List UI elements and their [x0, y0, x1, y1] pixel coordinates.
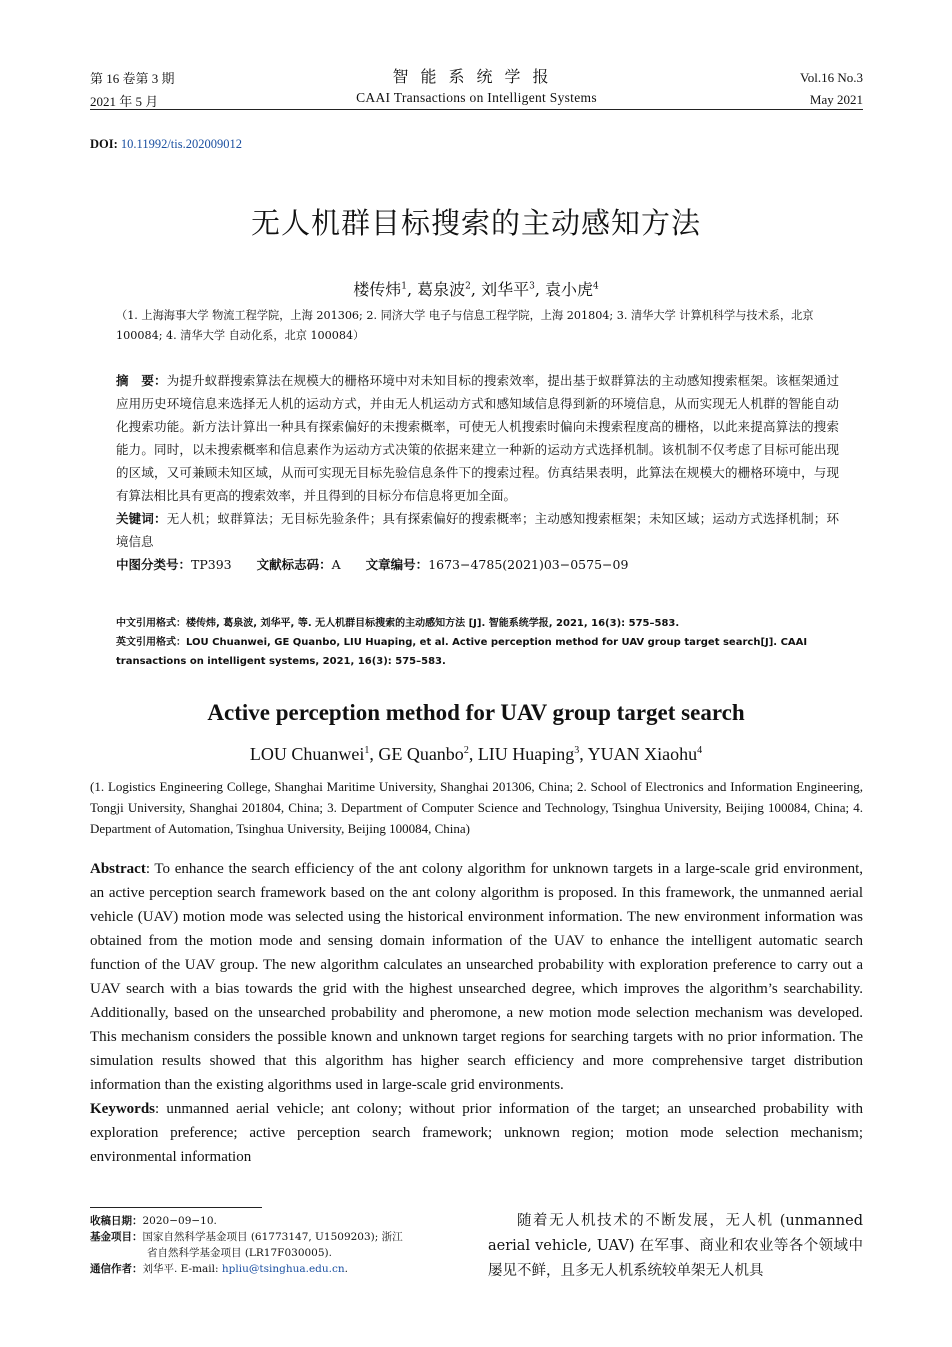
journal-name-en: CAAI Transactions on Intelligent Systems	[356, 90, 597, 105]
author-name: YUAN Xiaohu	[587, 744, 698, 764]
received-label: 收稿日期：	[90, 1215, 143, 1227]
authors-en: LOU Chuanwei$^1$, GE Quanbo$^2$, LIU Huaping$^3$, YUAN Xiaohu$^4$	[249, 744, 703, 764]
email-end: .	[344, 1263, 348, 1275]
corr-value: 刘华平. E-mail:	[142, 1263, 222, 1275]
title-zh: 无人机群目标搜索的主动感知方法	[250, 206, 701, 240]
author-affil-marker: 4	[697, 745, 703, 756]
doi: DOI: 10.11992/tis.202009012	[90, 137, 242, 151]
doi-label: DOI	[90, 137, 114, 151]
abstract-en-text: : To enhance the search efficiency of the ant colony algorithm for unknown targets in a large-scale grid environment, an active perception search framework based on the ant colony algorithm is proposed. In this framework, the unmanned aerial vehicle (UAV) motion mode was selected using the historical environment information. The new environment information was obtained from the motion mode and sensing domain information of the UAV to enhance the intelligent automatic search function of the UAV group. The new algorithm calculates an unsearched probability with exploration preference to carry out a UAV search with a bias towards the grid with the highest unsearched degree, which improves the algorithm’s searchability. Additionally, based on the unsearched probability and pheromone, a new motion mode selection mechanism was developed. This mechanism considers the possible known and unknown target regions for searching targets with no prior information. The simulation results showed that this algorithm has higher search efficiency and more comprehensive target distribution information than the existing algorithms used in large-scale grid environments.	[90, 861, 863, 1093]
author-name: 袁小虎	[545, 280, 594, 299]
clc-label: 中图分类号：	[116, 557, 192, 572]
doc-code-value: A	[331, 557, 341, 572]
footnotes	[90, 1213, 465, 1277]
affiliations-en: (1. Logistics Engineering College, Shanghai Maritime University, Shanghai 201306, China; 2. School of Electronics and Information Engineering, Tongji University, Shanghai 201804, China; 3. Department of Computer Science and Technology, Tsinghua University, Beijing 100084, China; 4. Department of Automation, Tsinghua University, Beijing 100084, China)	[90, 779, 863, 836]
author-name: 刘华平	[481, 280, 530, 299]
date-en: May 2021	[809, 92, 863, 107]
keywords-en	[90, 1097, 863, 1169]
author-affil-marker: 2	[465, 281, 471, 292]
corresponding-author	[90, 1261, 465, 1277]
author-name: 葛泉波	[417, 280, 466, 299]
clc-value: TP393	[191, 557, 232, 572]
doc-code-label: 文献标志码：	[256, 557, 332, 572]
author-name: LIU Huaping	[477, 744, 575, 764]
citation-block	[116, 614, 839, 671]
date-zh: 2021 年 5 月	[90, 94, 159, 109]
abstract-zh	[116, 369, 839, 507]
corr-label: 通信作者：	[90, 1263, 143, 1275]
volume-en: Vol.16 No.3	[800, 70, 863, 85]
keywords-zh-text: 无人机；蚁群算法；无目标先验条件；具有探索偏好的搜索概率；主动感知搜索框架；未知区域；运动方式选择机制；环境信息	[116, 511, 839, 549]
article-no-label: 文章编号：	[365, 557, 429, 572]
keywords-en-label: Keywords	[90, 1101, 155, 1117]
citation-zh: 中文引用格式：楼传炜, 葛泉波, 刘华平, 等. 无人机群目标搜索的主动感知方法 [J]. 智能系统学报, 2021, 16(3): 575–583.	[116, 618, 680, 629]
classification-line	[116, 553, 839, 576]
fund-value-1: 国家自然科学基金项目 (61773147, U1509203); 浙江	[142, 1231, 403, 1243]
keywords-en-text: : unmanned aerial vehicle; ant colony; without prior information of the target; an unsearched probability with exploration preference; active perception search framework; unknown region; motion mode selection mechanism; environmental information	[90, 1101, 863, 1165]
footnote-rule	[90, 1207, 262, 1208]
citation-en: 英文引用格式：LOU Chuanwei, GE Quanbo, LIU Huaping, et al. Active perception method for UAV group target search[J]. CAAI transactions on intelligent systems, 2021, 16(3): 575–583.	[116, 637, 808, 667]
received-date	[90, 1213, 465, 1229]
fund-label: 基金项目：	[90, 1231, 143, 1243]
keywords-zh	[116, 507, 839, 553]
doi-link[interactable]: 10.11992/tis.202009012	[120, 137, 242, 151]
body-intro-paragraph: 随着无人机技术的不断发展，无人机 (unmanned aerial vehicle, UAV) 在军事、商业和农业等各个领域中屡见不鲜，且多无人机系统较单架无人机具	[488, 1213, 863, 1279]
header-rule	[90, 109, 863, 110]
page-header	[90, 64, 863, 110]
abstract-en-label: Abstract	[90, 861, 146, 877]
abstract-en	[90, 857, 863, 1097]
author-name: LOU Chuanwei	[249, 744, 365, 764]
author-affil-marker: 3	[529, 281, 535, 292]
received-value: 2020−09−10.	[142, 1215, 217, 1227]
article-no-value: 1673−4785(2021)03−0575−09	[428, 557, 629, 572]
keywords-zh-label: 关键词：	[116, 511, 167, 526]
author-affil-marker: 4	[593, 281, 599, 292]
volume-zh: 第 16 卷第 3 期	[90, 71, 175, 86]
abstract-zh-text: 为提升蚁群搜索算法在规模大的栅格环境中对未知目标的搜索效率，提出基于蚁群算法的主动感知搜索框架。该框架通过应用历史环境信息来选择无人机的运动方式，并由无人机运动方式和感知域信息得到新的环境信息，从而实现无人机群的智能自动化搜索功能。新方法计算出一种具有探索偏好的未搜索概率，可使无人机搜索时偏向未搜索程度高的栅格，以此来提高算法的搜索能力。同时，以未搜索概率和信息素作为运动方式决策的依据来建立一种新的运动方式选择机制。该机制不仅考虑了目标可能出现的区域，又可兼顾未知区域，从而可实现无目标先验信息条件下的搜索过程。仿真结果表明，此算法在规模大的栅格环境中，与现有算法相比具有更高的搜索效率，并且得到的目标分布信息将更加全面。	[116, 373, 839, 503]
abstract-zh-block	[116, 369, 839, 576]
author-name: 楼传炜	[353, 280, 402, 299]
author-affil-marker: 3	[574, 745, 580, 756]
abstract-en-block	[90, 857, 863, 1169]
fund-line-1	[90, 1229, 465, 1245]
affiliations-zh: （1. 上海海事大学 物流工程学院，上海 201306; 2. 同济大学 电子与信息工程学院，上海 201804; 3. 清华大学 计算机科学与技术系，北京 100084; 4. 清华大学 自动化系，北京 100084）	[116, 309, 814, 342]
title-en: Active perception method for UAV group target search	[207, 700, 745, 725]
abstract-zh-label: 摘 要：	[116, 373, 167, 388]
author-affil-marker: 2	[463, 745, 469, 756]
author-name: GE Quanbo	[378, 744, 464, 764]
journal-name-zh: 智能系统学报	[392, 69, 561, 86]
author-affil-marker: 1	[401, 281, 407, 292]
authors-zh: 楼传炜$^1$, 葛泉波$^2$, 刘华平$^3$, 袁小虎$^4$	[353, 280, 599, 299]
fund-line-2: 省自然科学基金项目 (LR17F030005).	[147, 1247, 332, 1259]
author-affil-marker: 1	[364, 745, 370, 756]
email-link[interactable]: hpliu@tsinghua.edu.cn	[221, 1263, 345, 1275]
